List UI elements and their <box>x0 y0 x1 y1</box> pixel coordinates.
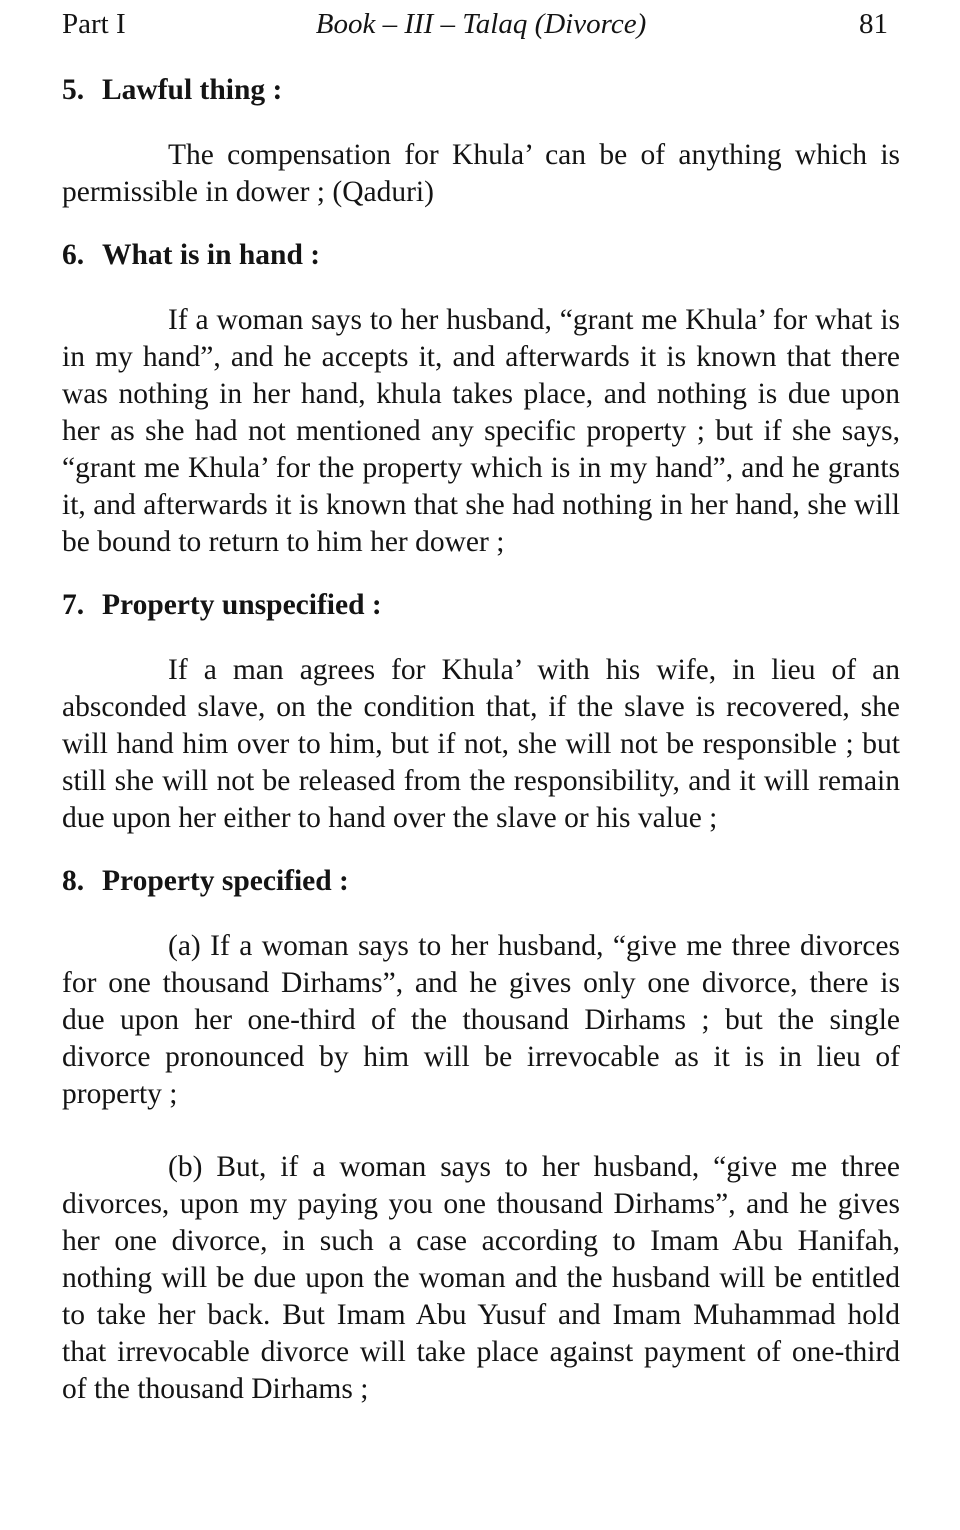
paragraph-b: (b) But, if a woman says to her husband, “give me three divorces, upon my paying you one thousand Dirhams”, and he gives her one divorce, in such a case according to Imam Abu Hanifah, nothing will be due upon the woman and the husband will be entitled to take her back. But Imam Abu Yusuf and Imam Muhammad hold that irrevocable divorce will take place against payment of one-third of the thousand Dirhams ; <box>62 1151 900 1405</box>
section-heading-property-unspecified <box>62 587 900 624</box>
book-title: Book – III – Talaq (Divorce) <box>315 8 647 40</box>
section-heading-property-specified <box>62 863 900 900</box>
section-heading-what-is-in-hand <box>62 237 900 274</box>
section-title: Property unspecified : <box>102 589 382 621</box>
running-header <box>62 4 900 44</box>
paragraph: The compensation for Khula’ can be of anything which is permissible in dower ; (Qaduri) <box>62 139 900 208</box>
section-number: 6. <box>62 239 85 271</box>
paragraph: If a woman says to her husband, “grant me Khula’ for what is in my hand”, and he accepts it, and afterwards it is known that there was nothing in her hand, khula takes place, and nothing is due upon her as she had not mentioned any specific property ; but if she says, “grant me Khula’ for the property which is in my hand”, and he grants it, and afterwards it is known that she had nothing in her hand, she will be bound to return to him her dower ; <box>62 304 900 558</box>
section-number: 8. <box>62 865 85 897</box>
section-title: Lawful thing : <box>102 74 283 106</box>
section-title: Property specified : <box>102 865 349 897</box>
section-number: 7. <box>62 589 85 621</box>
section-heading-lawful-thing <box>62 72 900 109</box>
paragraph-a: (a) If a woman says to her husband, “give me three divorces for one thousand Dirhams”, and he gives only one divorce, there is due upon her one-third of the thousand Dirhams ; but the single divorce pronounced by him will be irrevocable as it is in lieu of property ; <box>62 930 900 1110</box>
section-title: What is in hand : <box>102 239 321 271</box>
paragraph: If a man agrees for Khula’ with his wife, in lieu of an absconded slave, on the condition that, if the slave is recovered, she will hand him over to him, but if not, she will not be responsible ; but still she will not be released from the responsibility, and it will remain due upon her either to hand over the slave or his value ; <box>62 654 900 834</box>
section-number: 5. <box>62 74 85 106</box>
page-number: 81 <box>859 8 888 40</box>
page-body <box>62 72 900 1408</box>
part-label: Part I <box>62 8 126 40</box>
